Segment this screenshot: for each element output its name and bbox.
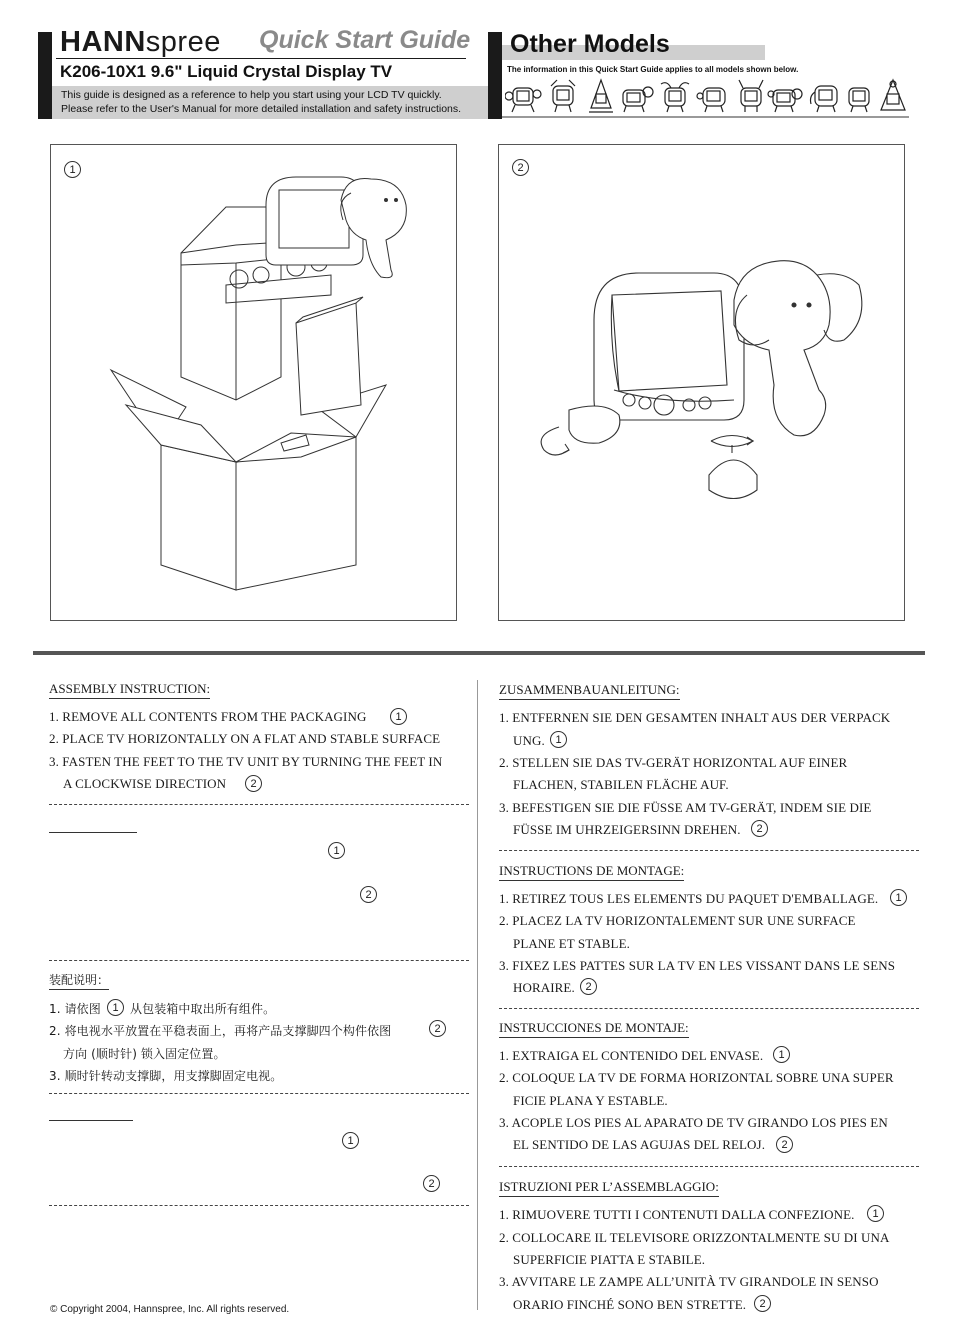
dashed-separator xyxy=(499,1166,919,1167)
model-thumb-icon xyxy=(661,83,689,112)
french-step-1: 1. RETIREZ TOUS LES ELEMENTS DU PAQUET D'EMBALLAGE. xyxy=(499,891,879,906)
dashed-separator xyxy=(49,1093,469,1094)
ref-circle-2: 2 xyxy=(751,820,768,837)
german-step-2b: FLACHEN, STABILEN FLÄCHE AUF. xyxy=(513,777,729,792)
figure-1-number: 1 xyxy=(64,161,81,178)
header-rule xyxy=(56,58,466,59)
dashed-separator xyxy=(49,960,469,961)
french-title: INSTRUCTIONS DE MONTAGE: xyxy=(499,863,684,881)
unpacking-illustration xyxy=(51,145,456,620)
spanish-step-3a: 3. ACOPLE LOS PIES AL APARATO DE TV GIRANDO LOS PIES EN xyxy=(499,1115,888,1130)
english-step-1: 1. REMOVE ALL CONTENTS FROM THE PACKAGING xyxy=(49,709,367,724)
figure-2-panel xyxy=(498,144,905,621)
model-thumb-icon xyxy=(505,88,541,112)
section-title-rule xyxy=(49,1120,133,1121)
english-step-3a: 3. FASTEN THE FEET TO THE TV UNIT BY TURNING THE FEET IN xyxy=(49,754,443,769)
chinese-title: 装配说明： xyxy=(49,971,109,990)
spanish-step-1: 1. EXTRAIGA EL CONTENIDO DEL ENVASE. xyxy=(499,1048,764,1063)
french-step-2a: 2. PLACEZ LA TV HORIZONTALEMENT SUR UNE SURFACE xyxy=(499,913,856,928)
chinese-step-2a: 2. 将电视水平放置在平稳表面上，再将产品支撑脚四个构件依图 xyxy=(49,1024,392,1038)
chinese-step-2b: 方向 (顺时针) 锁入固定位置。 xyxy=(63,1047,226,1061)
ref-circle-1: 1 xyxy=(773,1046,790,1063)
other-models-thumbnails xyxy=(505,78,909,118)
french-step-3b: HORAIRE. xyxy=(513,980,575,995)
italian-step-3b: ORARIO FINCHÉ SONO BEN STRETTE. xyxy=(513,1297,747,1312)
section-title-rule xyxy=(49,832,137,833)
other-models-text: The information in this Quick Start Guide applies to all models shown below. xyxy=(507,65,799,74)
model-thumb-icon xyxy=(849,88,869,112)
ref-circle-2: 2 xyxy=(429,1020,446,1037)
italian-step-2a: 2. COLLOCARE IL TELEVISORE ORIZZONTALMENTE SU DI UNA xyxy=(499,1230,890,1245)
header-description xyxy=(52,86,488,119)
model-thumb-icon xyxy=(551,80,575,112)
figure-2-number: 2 xyxy=(512,159,529,176)
french-step-3a: 3. FIXEZ LES PATTES SUR LA TV EN LES VISSANT DANS LE SENS xyxy=(499,958,896,973)
ref-circle-1: 1 xyxy=(342,1132,359,1149)
ref-circle-2: 2 xyxy=(580,978,597,995)
ref-circle-2: 2 xyxy=(776,1136,793,1153)
spanish-title: INSTRUCCIONES DE MONTAJE: xyxy=(499,1020,689,1038)
german-step-3b: FÜSSE IM UHRZEIGERSINN DREHEN. xyxy=(513,822,741,837)
spanish-step-3b: EL SENTIDO DE LAS AGUJAS DEL RELOJ. xyxy=(513,1137,766,1152)
section-divider xyxy=(33,651,925,655)
brand-logo: HANNspree xyxy=(60,26,221,58)
italian-step-2b: SUPERFICIE PIATTA E STABILE. xyxy=(513,1252,706,1267)
model-thumb-icon xyxy=(768,89,802,112)
ref-circle-1: 1 xyxy=(550,731,567,748)
model-thumb-icon xyxy=(697,88,725,112)
dashed-separator xyxy=(49,804,469,805)
dashed-separator xyxy=(499,1008,919,1009)
ref-circle-1: 1 xyxy=(867,1205,884,1222)
english-title: ASSEMBLY INSTRUCTION: xyxy=(49,681,210,699)
ref-circle-1: 1 xyxy=(890,889,907,906)
column-divider xyxy=(477,680,478,1310)
guide-title: Quick Start Guide xyxy=(259,26,471,54)
desc-line-2: Please refer to the User's Manual for more detailed installation and safety instructions. xyxy=(61,103,462,115)
feet-assembly-illustration xyxy=(499,145,904,620)
copyright: © Copyright 2004, Hannspree, Inc. All rights reserved. xyxy=(50,1304,290,1315)
ref-circle-2: 2 xyxy=(245,775,262,792)
german-step-1b: UNG. xyxy=(513,733,545,748)
english-step-2: 2. PLACE TV HORIZONTALLY ON A FLAT AND STABLE SURFACE xyxy=(49,731,441,746)
model-thumb-icon xyxy=(739,80,763,112)
french-step-2b: PLANE ET STABLE. xyxy=(513,936,630,951)
model-title: K206-10X1 9.6" Liquid Crystal Display TV xyxy=(60,62,393,81)
german-title: ZUSAMMENBAUANLEITUNG: xyxy=(499,682,680,700)
desc-line-1: This guide is designed as a reference to help you start using your LCD TV quickly. xyxy=(61,89,442,101)
header-bar-left xyxy=(38,32,52,119)
model-thumb-icon xyxy=(811,86,838,112)
chinese-step-3: 3. 顺时针转动支撑脚，用支撑脚固定电视。 xyxy=(49,1069,283,1083)
dashed-separator xyxy=(499,850,919,851)
italian-step-1: 1. RIMUOVERE TUTTI I CONTENUTI DALLA CONFEZIONE. xyxy=(499,1207,855,1222)
other-models-title: Other Models xyxy=(510,30,670,58)
model-thumb-icon xyxy=(623,87,653,112)
german-step-2a: 2. STELLEN SIE DAS TV-GERÄT HORIZONTAL AUF EINER xyxy=(499,755,848,770)
italian-title: ISTRUZIONI PER L’ASSEMBLAGGIO: xyxy=(499,1179,719,1197)
chinese-step-1b: 从包装箱中取出所有组件。 xyxy=(130,1002,276,1016)
dashed-separator xyxy=(49,1205,469,1206)
ref-circle-1: 1 xyxy=(328,842,345,859)
spanish-step-2b: FICIE PLANA Y ESTABLE. xyxy=(513,1093,668,1108)
german-step-1a: 1. ENTFERNEN SIE DEN GESAMTEN INHALT AUS DER VERPACK xyxy=(499,710,891,725)
chinese-step-1a: 1. 请依图 xyxy=(49,1002,101,1016)
ref-circle-1: 1 xyxy=(107,999,124,1016)
model-thumb-icon xyxy=(589,80,613,112)
model-thumb-icon xyxy=(881,80,905,110)
header-bar-right xyxy=(488,32,502,119)
italian-step-3a: 3. AVVITARE LE ZAMPE ALL’UNITÀ TV GIRANDOLE IN SENSO xyxy=(499,1274,879,1289)
ref-circle-2: 2 xyxy=(423,1175,440,1192)
spanish-step-2a: 2. COLOQUE LA TV DE FORMA HORIZONTAL SOBRE UNA SUPER xyxy=(499,1070,894,1085)
english-step-3b: A CLOCKWISE DIRECTION xyxy=(63,776,227,791)
ref-circle-1: 1 xyxy=(390,708,407,725)
figure-1-panel xyxy=(50,144,457,621)
other-models-rule xyxy=(502,116,909,118)
ref-circle-2: 2 xyxy=(754,1295,771,1312)
german-step-3a: 3. BEFESTIGEN SIE DIE FÜSSE AM TV-GERÄT, INDEM SIE DIE xyxy=(499,800,872,815)
ref-circle-2: 2 xyxy=(360,886,377,903)
